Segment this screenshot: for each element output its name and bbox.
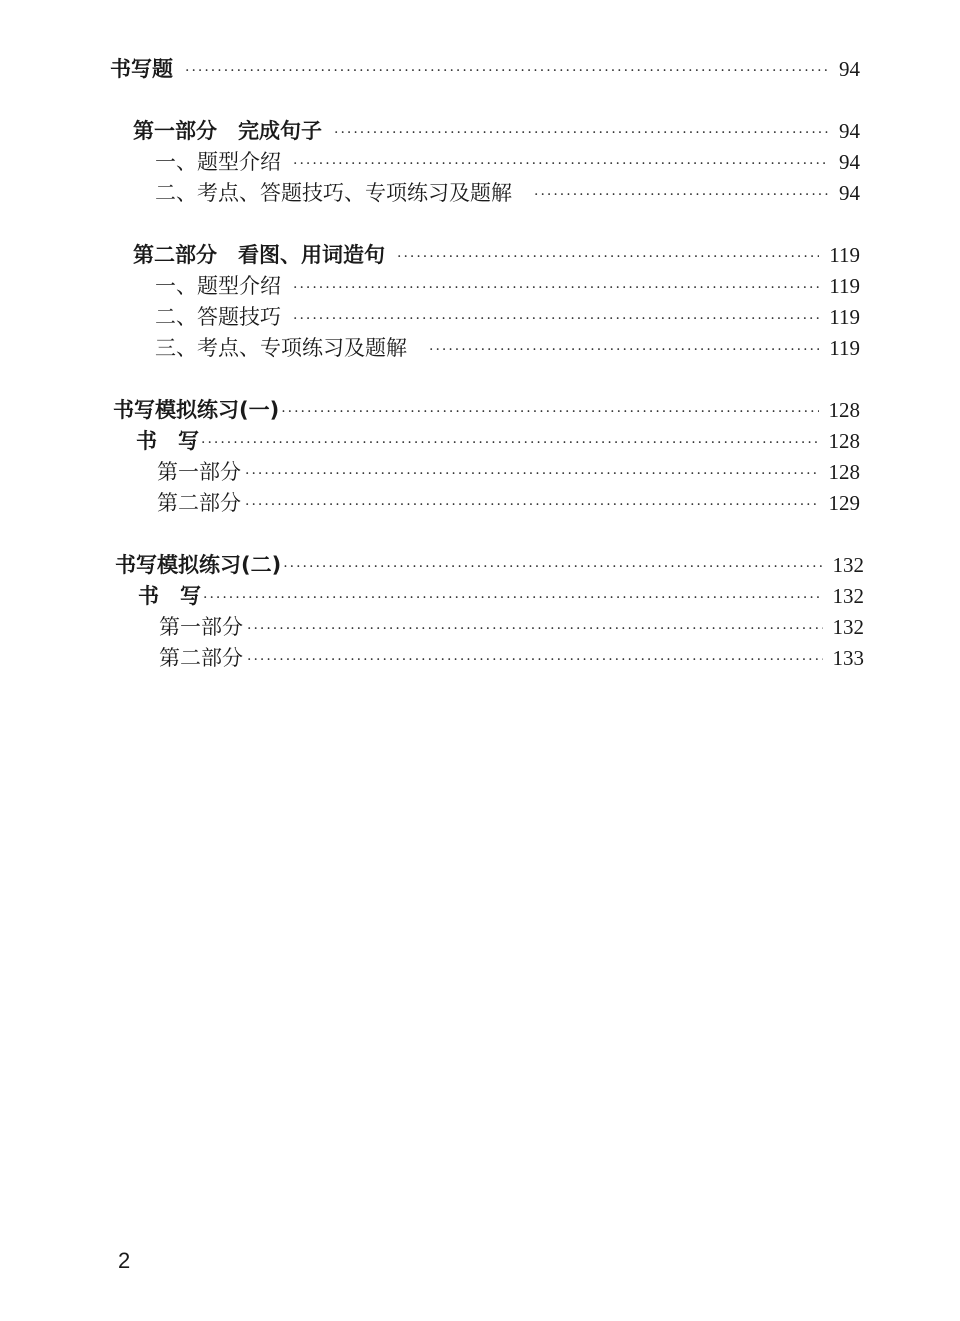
toc-page: 94 xyxy=(839,57,860,81)
toc-label: 一、题型介绍 xyxy=(155,150,281,174)
toc-page: 119 xyxy=(829,305,860,329)
toc-line xyxy=(136,428,860,454)
toc-line xyxy=(159,614,864,640)
toc-label: 一、题型介绍 xyxy=(155,274,281,298)
leader-dots xyxy=(293,151,829,177)
toc-label: 书写模拟练习(一) xyxy=(113,398,280,422)
leader-dots xyxy=(185,58,829,84)
toc-line xyxy=(155,180,860,206)
toc-label: 第二部分 xyxy=(159,646,243,670)
toc-line xyxy=(138,583,864,609)
toc-page: 94 xyxy=(839,119,860,143)
leader-dots xyxy=(334,120,829,146)
leader-dots xyxy=(534,182,829,208)
leader-dots xyxy=(245,492,819,518)
toc-line xyxy=(155,335,860,361)
toc-page: 128 xyxy=(828,460,860,484)
toc-page: 129 xyxy=(828,491,860,515)
leader-dots xyxy=(281,399,818,425)
toc-line xyxy=(133,242,860,268)
leader-dots xyxy=(293,306,819,332)
toc-line xyxy=(110,56,860,82)
page-number: 2 xyxy=(118,1248,131,1273)
toc-page: 128 xyxy=(828,429,860,453)
leader-dots xyxy=(247,647,823,673)
toc-label: 第一部分 完成句子 xyxy=(133,119,322,143)
toc-label: 书写题 xyxy=(110,57,173,81)
toc-line xyxy=(159,645,864,671)
toc-line xyxy=(155,149,860,175)
leader-dots xyxy=(397,244,819,270)
leader-dots xyxy=(429,337,819,363)
toc-label: 二、答题技巧 xyxy=(155,305,281,329)
leader-dots xyxy=(283,554,822,580)
toc-page: 119 xyxy=(829,243,860,267)
toc-page: 133 xyxy=(832,646,864,670)
leader-dots xyxy=(293,275,819,301)
toc-page: 119 xyxy=(829,274,860,298)
toc-label: 书写模拟练习(二) xyxy=(115,553,282,577)
toc-line xyxy=(155,273,860,299)
leader-dots xyxy=(247,616,823,642)
toc-page: 128 xyxy=(828,398,860,422)
toc-label: 第一部分 xyxy=(159,615,243,639)
toc-page: 132 xyxy=(832,553,864,577)
toc-label: 第二部分 xyxy=(157,491,241,515)
leader-dots xyxy=(201,430,819,456)
toc-line xyxy=(133,118,860,144)
toc-page: 94 xyxy=(839,150,860,174)
toc-line xyxy=(157,490,860,516)
toc-label: 二、考点、答题技巧、专项练习及题解 xyxy=(155,181,512,205)
toc-page: 94 xyxy=(839,181,860,205)
leader-dots xyxy=(245,461,819,487)
toc-line xyxy=(157,459,860,485)
toc-label: 书 写 xyxy=(138,584,201,608)
toc-label: 书 写 xyxy=(136,429,199,453)
toc-page: 119 xyxy=(829,336,860,360)
toc-page: 132 xyxy=(832,615,864,639)
toc-line xyxy=(113,397,860,423)
toc-label: 第二部分 看图、用词造句 xyxy=(133,243,385,267)
toc-line xyxy=(155,304,860,330)
toc-label: 三、考点、专项练习及题解 xyxy=(155,336,407,360)
toc-line xyxy=(115,552,864,578)
toc-page: 132 xyxy=(832,584,864,608)
toc-label: 第一部分 xyxy=(157,460,241,484)
leader-dots xyxy=(203,585,823,611)
